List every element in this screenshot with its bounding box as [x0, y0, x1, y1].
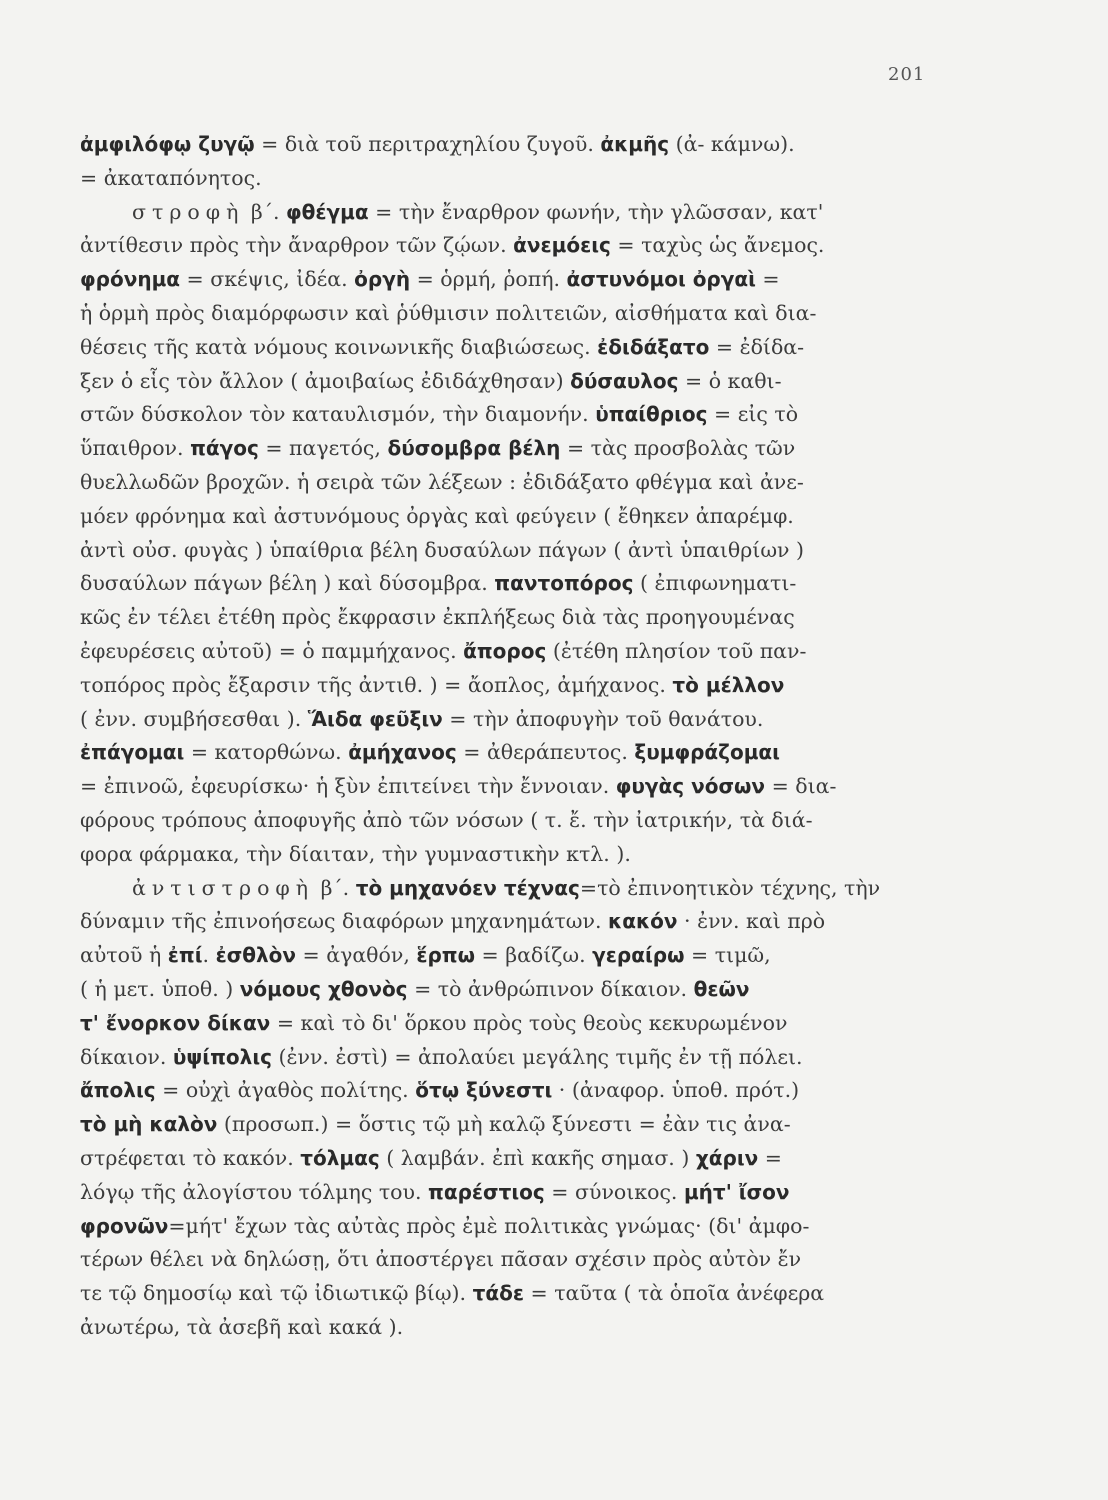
text-line: [80, 601, 1040, 635]
gloss-text: β΄.: [244, 199, 287, 224]
headword: πάγος: [190, 436, 259, 461]
text-line: [80, 229, 1040, 263]
text-line: [80, 1007, 1040, 1041]
headword: παρέστιος: [428, 1179, 545, 1204]
gloss-text: = ταχὺς ὡς ἄνεμος.: [610, 233, 825, 258]
gloss-text: στρέφεται τὸ κακόν.: [80, 1145, 301, 1170]
text-line: [80, 1074, 1040, 1108]
gloss-text: ὕπαιθρον.: [80, 436, 191, 461]
headword: ἄπορος: [463, 638, 547, 663]
gloss-text: = τὴν ἀποφυγὴν τοῦ θανάτου.: [442, 706, 764, 731]
text-line: [80, 770, 1040, 804]
gloss-text: = σκέψις, ἰδέα.: [180, 267, 355, 292]
gloss-text: =: [755, 267, 780, 292]
headword: ἄπολις: [80, 1078, 156, 1103]
gloss-text: = σύνοικος.: [544, 1179, 684, 1204]
text-line: [80, 297, 1040, 331]
headword: τὸ μὴ καλὸν: [80, 1112, 218, 1137]
text-line: [80, 1176, 1040, 1210]
headword: τάδε: [472, 1281, 524, 1306]
gloss-text: δύναμιν τῆς ἐπινοήσεως διαφόρων μηχανημάτων.: [80, 909, 608, 934]
gloss-text: λόγῳ τῆς ἀλογίστου τόλμης του.: [80, 1179, 429, 1204]
headword: δύσαυλος: [570, 368, 679, 393]
gloss-text: = ἐδίδα-: [709, 334, 805, 359]
gloss-text: ἡ ὁρμὴ πρὸς διαμόρφωσιν καὶ ῥύθμισιν πολιτειῶν, αἰσθήματα καὶ δια-: [80, 300, 817, 325]
gloss-text: = δια-: [765, 774, 837, 799]
headword: χάριν: [695, 1145, 759, 1170]
gloss-text: αὐτοῦ ἡ: [80, 943, 168, 968]
headword: δύσομβρα βέλη: [387, 436, 561, 461]
text-line: [80, 1108, 1040, 1142]
text-line: [80, 263, 1040, 297]
gloss-text: (ἐνν. ἐστὶ) = ἀπολαύει μεγάλης τιμῆς ἐν τῇ πόλει.: [271, 1044, 803, 1069]
headword: ἀνεμόεις: [513, 233, 611, 258]
gloss-text: = ἀκαταπόνητος.: [80, 165, 262, 190]
text-line: [80, 128, 1040, 162]
headword: Ἅιδα φεῦξιν: [307, 706, 443, 731]
gloss-text: = ταῦτα ( τὰ ὁποῖα ἀνέφερα: [523, 1281, 825, 1306]
text-line: [80, 196, 1040, 230]
gloss-text: ἐφευρέσεις αὐτοῦ) = ὁ παμμήχανος.: [80, 638, 464, 663]
text-line: [80, 432, 1040, 466]
text-line: [80, 669, 1040, 703]
headword: ὀργὴ: [354, 267, 411, 292]
gloss-text: δίκαιον.: [80, 1044, 173, 1069]
headword: τὸ μέλλον: [672, 672, 785, 697]
headword: ὅτῳ ξύνεστι: [415, 1078, 553, 1103]
headword: ὑψίπολις: [172, 1044, 272, 1069]
gloss-text: =: [758, 1145, 782, 1170]
text-line: [80, 1243, 1040, 1277]
gloss-text: (ἐτέθη πλησίον τοῦ παν-: [546, 638, 807, 663]
headword: γεραίρω: [592, 943, 685, 968]
gloss-text: δυσαύλων πάγων βέλη ) καὶ δύσομβρα.: [80, 571, 495, 596]
headword: νόμους χθονὸς: [239, 976, 408, 1001]
gloss-text: ( λαμβάν. ἐπὶ κακῆς σημασ. ): [379, 1145, 696, 1170]
headword: ἕρπω: [416, 943, 476, 968]
gloss-text: · ἐνν. καὶ πρὸ: [677, 909, 826, 934]
headword: μήτ' ἴσον: [683, 1179, 790, 1204]
headword: τ' ἔνορκον δίκαν: [80, 1010, 271, 1035]
gloss-text: φόρους τρόπους ἀποφυγῆς ἀπὸ τῶν νόσων ( τ. ἔ. τὴν ἰατρικήν, τὰ διά-: [80, 807, 813, 832]
gloss-text: =τὸ ἐπινοητικὸν τέχνης, τὴν: [579, 875, 881, 900]
gloss-text: κῶς ἐν τέλει ἐτέθη πρὸς ἔκφρασιν ἐκπλήξεως διὰ τὰς προηγουμένας: [80, 605, 795, 630]
text-line: [80, 1142, 1040, 1176]
gloss-text: στροφὴ: [132, 199, 245, 224]
headword: ἀμήχανος: [348, 740, 457, 765]
text-line: [80, 1311, 1040, 1345]
headword: ξυμφράζομαι: [634, 740, 780, 765]
headword: ἀστυνόμοι ὀργαὶ: [566, 267, 756, 292]
text-line: [80, 534, 1040, 568]
gloss-text: = οὐχὶ ἀγαθὸς πολίτης.: [155, 1078, 416, 1103]
gloss-text: = ἀγαθόν,: [296, 943, 417, 968]
gloss-text: = κατορθώνω.: [184, 740, 349, 765]
text-line: [80, 736, 1040, 770]
gloss-text: στῶν δύσκολον τὸν καταυλισμόν, τὴν διαμονήν.: [80, 402, 596, 427]
headword: παντοπόρος: [494, 571, 634, 596]
text-line: [80, 398, 1040, 432]
text-line: [80, 1041, 1040, 1075]
gloss-text: · (ἀναφορ. ὑποθ. πρότ.): [552, 1078, 800, 1103]
headword: ὑπαίθριος: [595, 402, 708, 427]
gloss-text: = καὶ τὸ δι' ὅρκου πρὸς τοὺς θεοὺς κεκυρωμένον: [270, 1010, 788, 1035]
gloss-text: τε τῷ δημοσίῳ καὶ τῷ ἰδιωτικῷ βίῳ).: [80, 1281, 473, 1306]
headword: τὸ μηχανόεν τέχνας: [355, 875, 580, 900]
gloss-text: ( ἡ μετ. ὑποθ. ): [80, 976, 240, 1001]
text-line: [80, 635, 1040, 669]
headword: φρονῶν: [80, 1213, 169, 1238]
gloss-text: μόεν φρόνημα καὶ ἀστυνόμους ὀργὰς καὶ φεύγειν ( ἔθηκεν ἀπαρέμφ.: [80, 503, 794, 528]
headword: ἀκμῆς: [600, 132, 670, 156]
text-line: [80, 1210, 1040, 1244]
gloss-text: = τὸ ἀνθρώπινον δίκαιον.: [407, 976, 694, 1001]
gloss-text: θέσεις τῆς κατὰ νόμους κοινωνικῆς διαβιώσεως.: [80, 334, 598, 359]
headword: ἐπάγομαι: [80, 740, 185, 765]
text-line: [80, 703, 1040, 737]
text-line: [80, 500, 1040, 534]
gloss-text: = εἰς τὸ: [707, 402, 799, 427]
headword: ἐσθλὸν: [215, 943, 297, 968]
gloss-text: = τὰς προσβολὰς τῶν: [560, 436, 796, 461]
text-line: [80, 905, 1040, 939]
gloss-text: = ὁ καθι-: [678, 368, 782, 393]
gloss-text: = ἀθεράπευτος.: [456, 740, 635, 765]
text-line: [80, 838, 1040, 872]
headword: ἐπί: [167, 943, 203, 968]
gloss-text: ξεν ὁ εἷς τὸν ἄλλον ( ἀμοιβαίως ἐδιδάχθησαν): [80, 368, 571, 393]
gloss-text: =μήτ' ἔχων τὰς αὐτὰς πρὸς ἐμὲ πολιτικὰς γνώμας· (δι' ἀμφο-: [168, 1213, 810, 1238]
text-line: [80, 567, 1040, 601]
gloss-text: = παγετός,: [258, 436, 388, 461]
headword: φθέγμα: [286, 199, 369, 224]
headword: θεῶν: [693, 976, 750, 1001]
headword: φρόνημα: [80, 267, 181, 292]
text-line: [80, 162, 1040, 196]
gloss-text: φορα φάρμακα, τὴν δίαιταν, τὴν γυμναστικὴν κτλ. ).: [80, 841, 631, 866]
gloss-text: τοπόρος πρὸς ἔξαρσιν τῆς ἀντιθ. ) = ἄοπλος, ἀμήχανος.: [80, 672, 673, 697]
gloss-text: = βαδίζω.: [475, 943, 593, 968]
gloss-text: = διὰ τοῦ περιτραχηλίου ζυγοῦ.: [254, 132, 601, 156]
text-line: [80, 939, 1040, 973]
gloss-text: β΄.: [314, 875, 356, 900]
headword: ἐδιδάξατο: [597, 334, 710, 359]
gloss-text: ἀνωτέρω, τὰ ἀσεβῆ καὶ κακά ).: [80, 1314, 404, 1339]
gloss-text: ἀντὶ οὐσ. φυγὰς ) ὑπαίθρια βέλη δυσαύλων πάγων ( ἀντὶ ὑπαιθρίων ): [80, 537, 805, 562]
gloss-text: θυελλωδῶν βροχῶν. ἡ σειρὰ τῶν λέξεων : ἐδιδάξατο φθέγμα καὶ ἀνε-: [80, 469, 804, 494]
text-line: [80, 973, 1040, 1007]
gloss-text: ἀντίθεσιν πρὸς τὴν ἄναρθρον τῶν ζῴων.: [80, 233, 514, 258]
gloss-text: ἀντιστροφὴ: [132, 875, 315, 900]
headword: ἀμφιλόφῳ ζυγῷ: [80, 132, 255, 156]
gloss-text: ( ἐπιφωνηματι-: [633, 571, 797, 596]
headword: τόλμας: [300, 1145, 380, 1170]
gloss-text: = ἐπινοῶ, ἐφευρίσκω· ἡ ξὺν ἐπιτείνει τὴν ἔννοιαν.: [80, 774, 616, 799]
gloss-text: τέρων θέλει νὰ δηλώσῃ, ὅτι ἀποστέργει πᾶσαν σχέσιν πρὸς αὐτὸν ἔν: [80, 1247, 802, 1272]
gloss-text: = τὴν ἔναρθρον φωνήν, τὴν γλῶσσαν, κατ': [368, 199, 824, 224]
text-line: [80, 1277, 1040, 1311]
gloss-text: ( ἐνν. συμβήσεσθαι ).: [80, 706, 308, 731]
text-line: [80, 872, 1040, 906]
gloss-text: = τιμῶ,: [684, 943, 771, 968]
gloss-text: = ὁρμή, ῥοπή.: [410, 267, 567, 292]
headword: κακόν: [608, 909, 678, 934]
gloss-text: (προσωπ.) = ὅστις τῷ μὴ καλῷ ξύνεστι = ἐὰν τις ἀνα-: [217, 1112, 791, 1137]
text-line: [80, 365, 1040, 399]
page-number: 201: [888, 64, 926, 85]
text-body: [80, 128, 1040, 1345]
gloss-text: (ἀ- κάμνω).: [669, 132, 795, 156]
text-line: [80, 804, 1040, 838]
headword: φυγὰς νόσων: [615, 774, 766, 799]
gloss-text: .: [202, 943, 216, 968]
text-line: [80, 331, 1040, 365]
text-line: [80, 466, 1040, 500]
